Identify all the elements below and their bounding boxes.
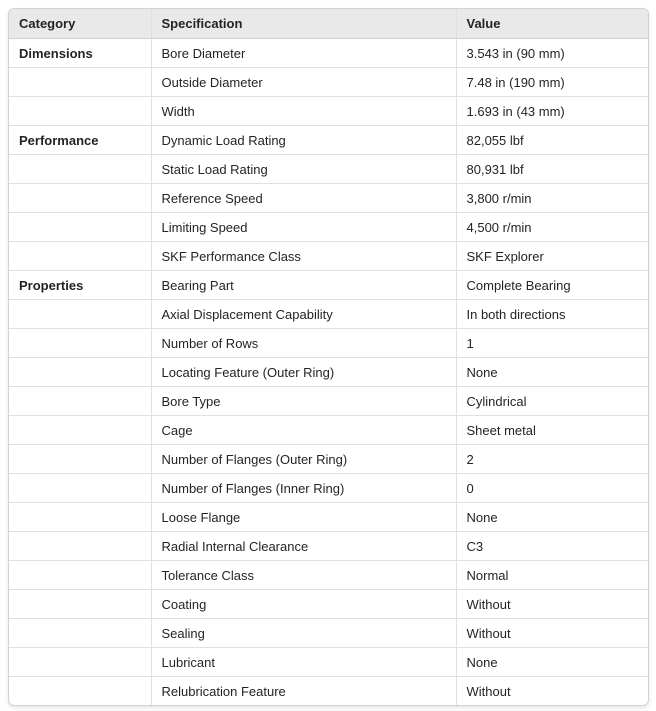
value-cell: Without xyxy=(456,590,648,619)
table-row xyxy=(9,300,648,329)
table-row xyxy=(9,387,648,416)
category-cell xyxy=(9,416,151,445)
category-cell xyxy=(9,474,151,503)
category-cell xyxy=(9,677,151,706)
table-row xyxy=(9,213,648,242)
category-cell xyxy=(9,532,151,561)
category-cell xyxy=(9,97,151,126)
category-cell: Dimensions xyxy=(19,45,93,61)
spec-cell: Bore Diameter xyxy=(151,39,456,68)
spec-cell: Limiting Speed xyxy=(151,213,456,242)
spec-cell: Width xyxy=(151,97,456,126)
table-body xyxy=(9,39,648,706)
category-cell xyxy=(9,213,151,242)
category-cell xyxy=(9,648,151,677)
spec-cell: Bearing Part xyxy=(151,271,456,300)
column-header-category: Category xyxy=(9,9,151,39)
spec-cell: Static Load Rating xyxy=(151,155,456,184)
value-cell: Without xyxy=(456,677,648,706)
spec-cell: Number of Rows xyxy=(151,329,456,358)
category-cell xyxy=(9,184,151,213)
category-cell xyxy=(9,503,151,532)
table-row xyxy=(9,532,648,561)
table-row xyxy=(9,445,648,474)
table-row xyxy=(9,242,648,271)
spec-cell: Relubrication Feature xyxy=(151,677,456,706)
category-cell xyxy=(9,387,151,416)
spec-cell: Sealing xyxy=(151,619,456,648)
table-row xyxy=(9,97,648,126)
table-row xyxy=(9,68,648,97)
value-cell: Without xyxy=(456,619,648,648)
spec-cell: Cage xyxy=(151,416,456,445)
table-header xyxy=(9,9,648,39)
table-row xyxy=(9,358,648,387)
category-cell xyxy=(9,242,151,271)
table-row xyxy=(9,416,648,445)
table-row xyxy=(9,126,648,155)
spec-cell: Locating Feature (Outer Ring) xyxy=(151,358,456,387)
category-cell xyxy=(9,68,151,97)
category-cell xyxy=(9,619,151,648)
column-header-value: Value xyxy=(456,9,648,39)
spec-cell: Reference Speed xyxy=(151,184,456,213)
value-cell: 82,055 lbf xyxy=(456,126,648,155)
value-cell: None xyxy=(456,358,648,387)
spec-cell: SKF Performance Class xyxy=(151,242,456,271)
category-cell: Properties xyxy=(9,271,151,300)
value-cell: Sheet metal xyxy=(456,416,648,445)
spec-cell: Outside Diameter xyxy=(151,68,456,97)
category-cell xyxy=(9,358,151,387)
value-cell: 3.543 in (90 mm) xyxy=(456,39,648,68)
value-cell: Complete Bearing xyxy=(456,271,648,300)
table-row xyxy=(9,271,648,300)
table-row xyxy=(9,474,648,503)
value-cell: 1 xyxy=(456,329,648,358)
value-cell: Cylindrical xyxy=(456,387,648,416)
spec-cell: Number of Flanges (Inner Ring) xyxy=(151,474,456,503)
table-row xyxy=(9,329,648,358)
value-cell: None xyxy=(456,648,648,677)
spec-cell: Bore Type xyxy=(151,387,456,416)
spec-cell: Loose Flange xyxy=(151,503,456,532)
value-cell: Normal xyxy=(456,561,648,590)
spec-cell: Number of Flanges (Outer Ring) xyxy=(151,445,456,474)
spec-cell: Axial Displacement Capability xyxy=(151,300,456,329)
value-cell: 3,800 r/min xyxy=(456,184,648,213)
table-row xyxy=(9,619,648,648)
category-cell xyxy=(9,445,151,474)
spec-cell: Tolerance Class xyxy=(151,561,456,590)
value-cell: C3 xyxy=(456,532,648,561)
column-header-specification: Specification xyxy=(151,9,456,39)
spec-table-card xyxy=(8,8,649,706)
value-cell: In both directions xyxy=(456,300,648,329)
table-row xyxy=(9,561,648,590)
category-cell xyxy=(9,590,151,619)
value-cell: SKF Explorer xyxy=(456,242,648,271)
specification-table xyxy=(9,9,648,705)
spec-cell: Dynamic Load Rating xyxy=(151,126,456,155)
category-cell xyxy=(9,155,151,184)
table-row xyxy=(9,677,648,706)
table-row xyxy=(9,39,648,68)
spec-cell: Radial Internal Clearance xyxy=(151,532,456,561)
spec-cell: Lubricant xyxy=(151,648,456,677)
table-row xyxy=(9,590,648,619)
value-cell: 4,500 r/min xyxy=(456,213,648,242)
header-row xyxy=(9,9,648,39)
value-cell: None xyxy=(456,503,648,532)
table-row xyxy=(9,503,648,532)
spec-cell: Coating xyxy=(151,590,456,619)
category-cell: Performance xyxy=(9,126,151,155)
value-cell: 2 xyxy=(456,445,648,474)
table-row xyxy=(9,648,648,677)
value-cell: 80,931 lbf xyxy=(456,155,648,184)
category-cell xyxy=(9,329,151,358)
value-cell: 0 xyxy=(456,474,648,503)
table-row xyxy=(9,184,648,213)
table-row xyxy=(9,155,648,184)
value-cell: 7.48 in (190 mm) xyxy=(456,68,648,97)
category-cell xyxy=(9,561,151,590)
value-cell: 1.693 in (43 mm) xyxy=(456,97,648,126)
category-cell xyxy=(9,300,151,329)
